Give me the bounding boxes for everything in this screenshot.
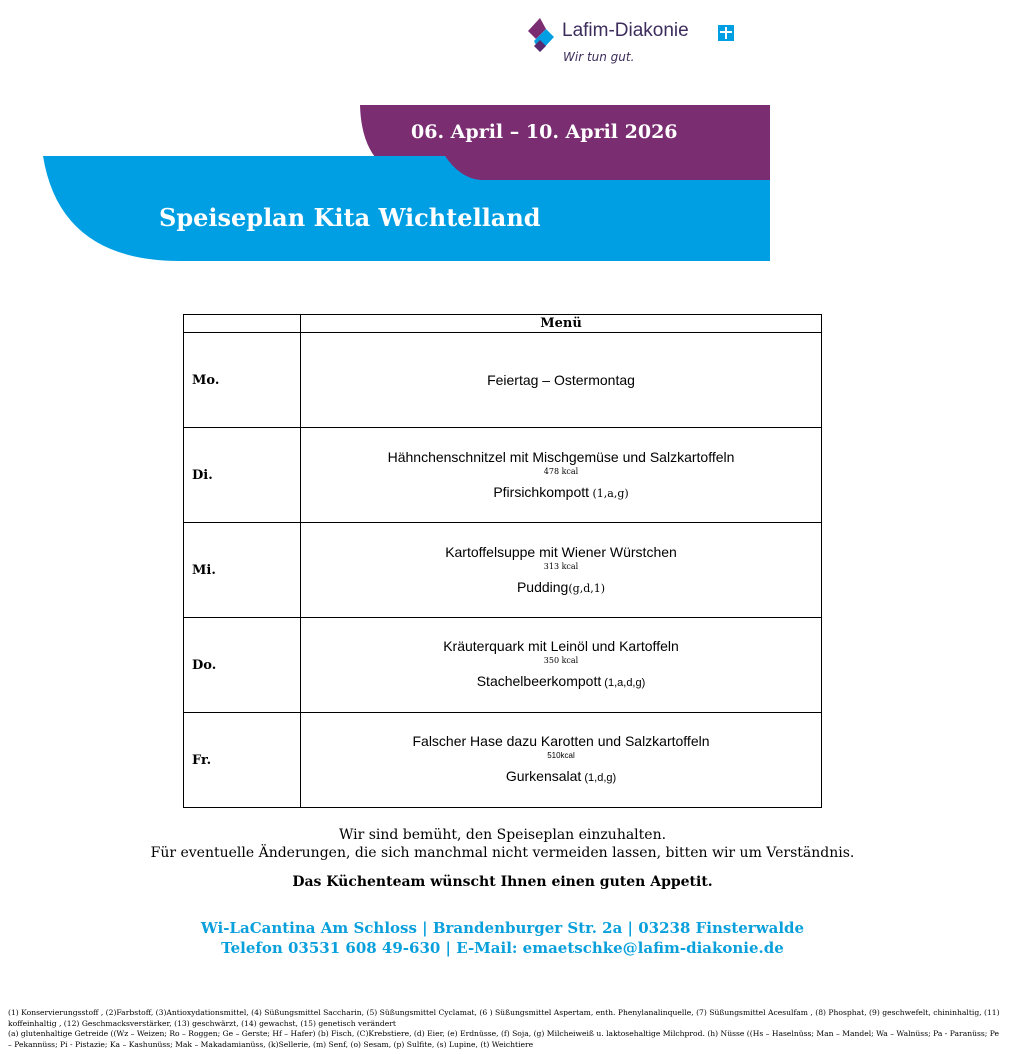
contact-phone-email: Telefon 03531 608 49-630 | E-Mail: emaetschke@lafim-diakonie.de (221, 939, 784, 957)
allergen-codes: (1,a,d,g) (601, 677, 646, 689)
day-label: Mi. (184, 523, 301, 618)
menu-table (183, 314, 822, 808)
additives-legend: (1) Konservierungsstoff , (2)Farbstoff, (3)Antioxydationsmittel, (4) Süßungsmittel Saccharin, (5) Süßungsmittel Cyclamat, (6 ) Süßungsmittel Aspertam, enth. Phenylanalinquelle, (7) Süßungsmittel Acesulfam , (8) Phosphat, (9) geschwefelt, chininhaltig, (11) koffeinhaltig , (12) Geschmacksverstärker, (13) geschwärzt, (14) gewachst, (15) genetisch verändert (8, 1008, 1000, 1028)
header-banner (0, 100, 800, 270)
lafim-logo-icon (524, 16, 558, 58)
day-label: Mo. (184, 333, 301, 428)
greeting: Das Küchenteam wünscht Ihnen einen guten Appetit. (292, 874, 713, 890)
kcal-value: 313 kcal (543, 561, 579, 571)
main-dish: Falscher Hase dazu Karotten und Salzkartoffeln (412, 733, 710, 749)
table-row (184, 523, 822, 618)
allergen-codes: (1,d,g) (581, 772, 617, 784)
table-header-row (184, 315, 822, 333)
allergen-codes: (g,d,1) (568, 581, 606, 595)
dessert (301, 768, 821, 787)
cross-icon (718, 25, 734, 41)
page-title: Speiseplan Kita Wichtelland (159, 203, 541, 232)
meal-cell (301, 428, 822, 523)
logo-name: Lafim-Diakonie (562, 20, 689, 41)
contact-address: Wi-LaCantina Am Schloss | Brandenburger Str. 2a | 03238 Finsterwalde (200, 919, 805, 937)
dessert (301, 673, 821, 692)
day-label: Di. (184, 428, 301, 523)
dessert (301, 579, 821, 597)
day-column-header (184, 315, 301, 333)
main-dish: Hähnchenschnitzel mit Mischgemüse und Salzkartoffeln (387, 448, 735, 465)
notice (0, 826, 1005, 862)
lafim-logo (524, 14, 744, 74)
footnotes (8, 1008, 1002, 1050)
meal-cell (301, 713, 822, 808)
dessert-name: Stachelbeerkompott (476, 673, 602, 689)
table-row (184, 713, 822, 808)
date-range: 06. April – 10. April 2026 (411, 121, 678, 143)
contact-info (0, 918, 1005, 958)
logo-slogan: Wir tun gut. (563, 50, 635, 64)
table-row (184, 618, 822, 713)
dessert-name: Pudding (516, 578, 569, 595)
menu-column-header: Menü (301, 315, 822, 333)
kcal-value: 510kcal (547, 751, 575, 760)
table-row (184, 428, 822, 523)
allergen-codes: (1,a,g) (589, 486, 629, 500)
day-label: Fr. (184, 713, 301, 808)
notice-line-2: Für eventuelle Änderungen, die sich manchmal nicht vermeiden lassen, bitten wir um Verständnis. (150, 845, 855, 861)
table-row (184, 333, 822, 428)
dessert-name: Gurkensalat (505, 768, 582, 784)
meal-cell (301, 333, 822, 428)
dessert (301, 484, 821, 502)
dessert-name: Pfirsichkompott (493, 483, 590, 500)
day-label: Do. (184, 618, 301, 713)
main-dish: Kräuterquark mit Leinöl und Kartoffeln (443, 638, 679, 654)
notice-line-1: Wir sind bemüht, den Speiseplan einzuhalten. (338, 827, 667, 843)
kcal-value: 478 kcal (543, 466, 579, 476)
kcal-value: 350 kcal (543, 656, 579, 665)
meal-cell (301, 618, 822, 713)
allergens-legend: (a) glutenhaltige Getreide ((Wz – Weizen; Ro – Roggen; Ge – Gerste; Hf – Hafer) (b) Fisch, (C)Krebstiere, (d) Eier, (e) Erdnüsse, (f) Soja, (g) Milcheiweiß u. laktosehaltige Milchprod. (h) Nüsse ((Hs – Haselnüss; Man – Mandel; Wa – Walnüss; Pa - Paranüss; Pe – Pekannüss; Pi - Pistazie; Ka – Kashunüss; Mak – Makadamianüss, (k)Sellerie, (m) Senf, (o) Sesam, (p) Sulfite, (s) Lupine, (t) Weichtiere (8, 1029, 1000, 1049)
meal-cell (301, 523, 822, 618)
main-dish: Feiertag – Ostermontag (487, 371, 635, 388)
main-dish: Kartoffelsuppe mit Wiener Würstchen (445, 543, 677, 560)
